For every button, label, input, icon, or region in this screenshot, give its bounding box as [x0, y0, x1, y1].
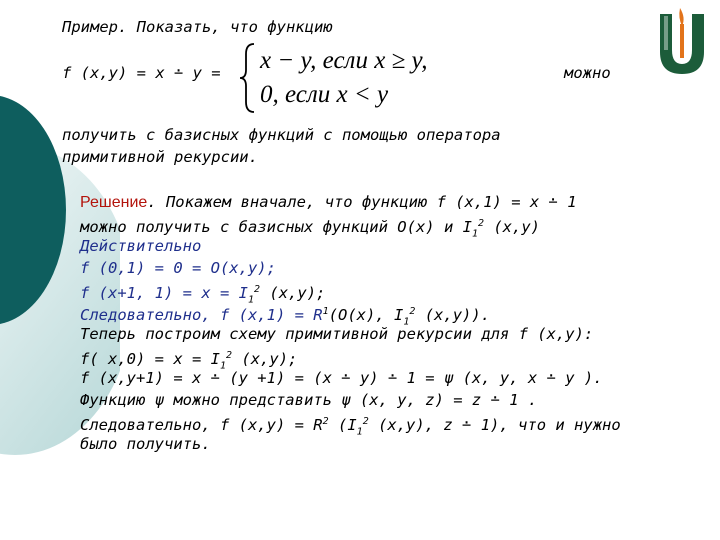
function-definition: f (x,y) = x ∸ y = [62, 64, 221, 82]
solution-line-4: f (0,1) = 0 = O(x,y); [80, 259, 276, 277]
solution-label: Решение [80, 194, 148, 211]
formula-case-1: x − y, если x ≥ y, [260, 47, 428, 74]
solution-line-3: Действительно [80, 237, 202, 255]
solution-line-9: f (x,y+1) = x ∸ (y +1) = (x ∸ y) ∸ 1 = ψ (x, y, x ∸ y ). [80, 369, 603, 387]
text-line-2: получить с базисных функций с помощью оператора [62, 126, 501, 144]
solution-line-2: можно получить с базисных функций O(x) и $I_1^2$ (x,y) [80, 218, 540, 240]
solution-line-11: Следовательно, f $(x,y) = R^2$ ($I_1^2$ (x,y), z ∸ 1), что и нужно [80, 416, 621, 438]
solution-line-5: f (x+1, $1) = x = I_1^2$ (x,y); [80, 284, 326, 306]
solution-line-8: f( $x,0) = x = I_1^2$ (x,y); [80, 350, 298, 372]
solution-line-1: Решение. Покажем вначале, что функцию f (x,1) = x ∸ 1 [80, 193, 577, 211]
solution-line-10: Функцию ψ можно представить ψ (x, y, z) = z ∸ 1 . [80, 391, 538, 409]
solution-line-6: Следовательно, f $(x,1) = R^1(O(x)$, $I_1^2$ (x,y)). [80, 306, 491, 328]
piecewise-formula [238, 42, 538, 114]
text-line-3: примитивной рекурсии. [62, 148, 258, 166]
solution-line-7: Теперь построим схему примитивной рекурсии для f (x,y): [80, 325, 594, 343]
slide-heading: Пример. Показать, что функцию [62, 18, 333, 36]
formula-case-2: 0, если x < y [260, 81, 389, 108]
word-mozhno: можно [564, 64, 611, 82]
solution-line-12: было получить. [80, 435, 211, 453]
university-logo [650, 4, 714, 78]
curly-brace [238, 42, 258, 114]
